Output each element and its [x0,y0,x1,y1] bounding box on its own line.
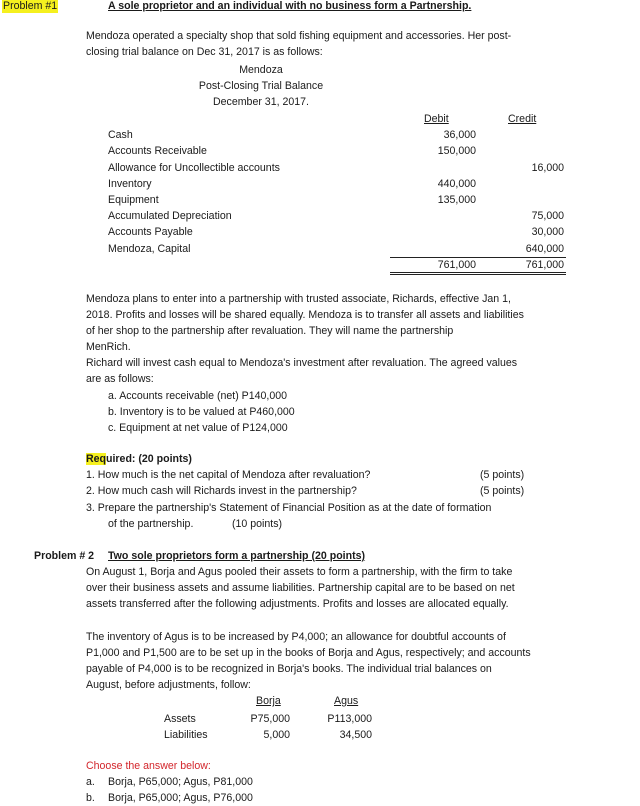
problem2-intro-line1: On August 1, Borja and Agus pooled their assets to form a partnership, with the firm to take [86,566,513,578]
row-assets-agus: P113,000 [327,713,372,725]
tb-heading-date: December 31, 2017. [213,96,309,108]
question-3-points: (10 points) [232,518,283,530]
row-liabilities-borja: 5,000 [263,729,290,741]
agreed-value-b: b. Inventory is to be valued at P460,000 [108,406,295,418]
row-assets-borja: P75,000 [250,713,290,725]
problem2-label: Problem # 2 [34,550,95,562]
required-highlight: Req [86,453,107,465]
row-assets-label: Assets [164,713,196,725]
tb-row-credit: 30,000 [531,226,564,238]
choose-answer-label: Choose the answer below: [86,760,211,772]
tb-row-account: Inventory [108,178,152,190]
col-agus: Agus [334,695,359,707]
tb-row-debit: 135,000 [437,194,476,206]
problem1-intro-line1: Mendoza operated a specialty shop that sold fishing equipment and accessories. Her post- [86,30,512,42]
tb-row-debit: 36,000 [443,129,476,141]
tb-row-account: Cash [108,129,133,141]
row-liabilities-agus: 34,500 [339,729,372,741]
plan-line4: MenRich. [86,341,131,353]
tb-row-account: Accounts Payable [108,226,193,238]
problem1-title: A sole proprietor and an individual with no business form a Partnership. [108,0,472,12]
tb-row-account: Accumulated Depreciation [108,210,232,222]
required-heading [86,453,192,466]
problem2-intro-line2: over their business assets and assume liabilities. Partnership capital are to be based on net [86,582,515,594]
agreed-value-c: c. Equipment at net value of P124,000 [108,422,288,434]
row-liabilities-label: Liabilities [164,729,208,741]
col-borja: Borja [256,695,281,707]
adjustments-line1: The inventory of Agus is to be increased by P4,000; an allowance for doubtful accounts of [86,631,506,643]
question-2-points: (5 points) [480,485,525,497]
answer-b-text: Borja, P65,000; Agus, P76,000 [108,792,253,804]
question-2: 2. How much cash will Richards invest in the partnership? [86,485,357,497]
agreed-value-a: a. Accounts receivable (net) P140,000 [108,390,288,402]
tb-total-credit: 761,000 [525,259,564,271]
tb-total-rule [390,257,566,258]
required-rest: uired: (20 points) [106,453,192,465]
plan-line3: of her shop to the partnership after revaluation. They will name the partnership [86,325,454,337]
tb-debit-header: Debit [424,113,449,125]
tb-row-credit: 16,000 [531,162,564,174]
tb-row-debit: 150,000 [437,145,476,157]
tb-row-credit: 640,000 [525,243,564,255]
tb-credit-header: Credit [508,113,537,125]
tb-row-debit: 440,000 [437,178,476,190]
problem1-intro-line2: closing trial balance on Dec 31, 2017 is as follows: [86,46,323,58]
tb-row-account: Allowance for Uncollectible accounts [108,162,280,174]
tb-double-rule-bottom [390,274,566,275]
problem1-label: Problem #1 [3,0,58,12]
question-3: 3. Prepare the partnership's Statement of Financial Position as at the date of formation [86,502,492,514]
answer-a-text: Borja, P65,000; Agus, P81,000 [108,776,253,788]
adjustments-line4: August, before adjustments, follow: [86,679,251,691]
tb-row-account: Equipment [108,194,159,206]
plan-line5: Richard will invest cash equal to Mendoza's investment after revaluation. The agreed values [86,357,518,369]
question-1: 1. How much is the net capital of Mendoza after revaluation? [86,469,371,481]
question-1-points: (5 points) [480,469,525,481]
answer-a-letter: a. [86,776,95,788]
tb-double-rule-top [390,272,566,273]
tb-row-account: Accounts Receivable [108,145,207,157]
tb-total-debit: 761,000 [437,259,476,271]
tb-row-credit: 75,000 [531,210,564,222]
tb-heading-title: Post-Closing Trial Balance [198,80,324,92]
tb-row-account: Mendoza, Capital [108,243,191,255]
plan-line2: 2018. Profits and losses will be shared equally. Mendoza is to transfer all assets and liabilities [86,309,524,321]
question-3-cont: of the partnership. [108,518,194,530]
adjustments-line2: P1,000 and P1,500 are to be set up in the books of Borja and Agus, respectively; and accounts [86,647,531,659]
plan-line1: Mendoza plans to enter into a partnership with trusted associate, Richards, effective Jan 1, [86,293,511,305]
tb-heading-name: Mendoza [239,64,283,76]
plan-line6: are as follows: [86,373,154,385]
problem2-title: Two sole proprietors form a partnership (20 points) [108,550,366,562]
problem2-intro-line3: assets transferred after the following adjustments. Profits and losses are allocated equally. [86,598,509,610]
adjustments-line3: payable of P4,000 is to be recognized in Borja's books. The individual trial balances on [86,663,492,675]
answer-b-letter: b. [86,792,95,804]
